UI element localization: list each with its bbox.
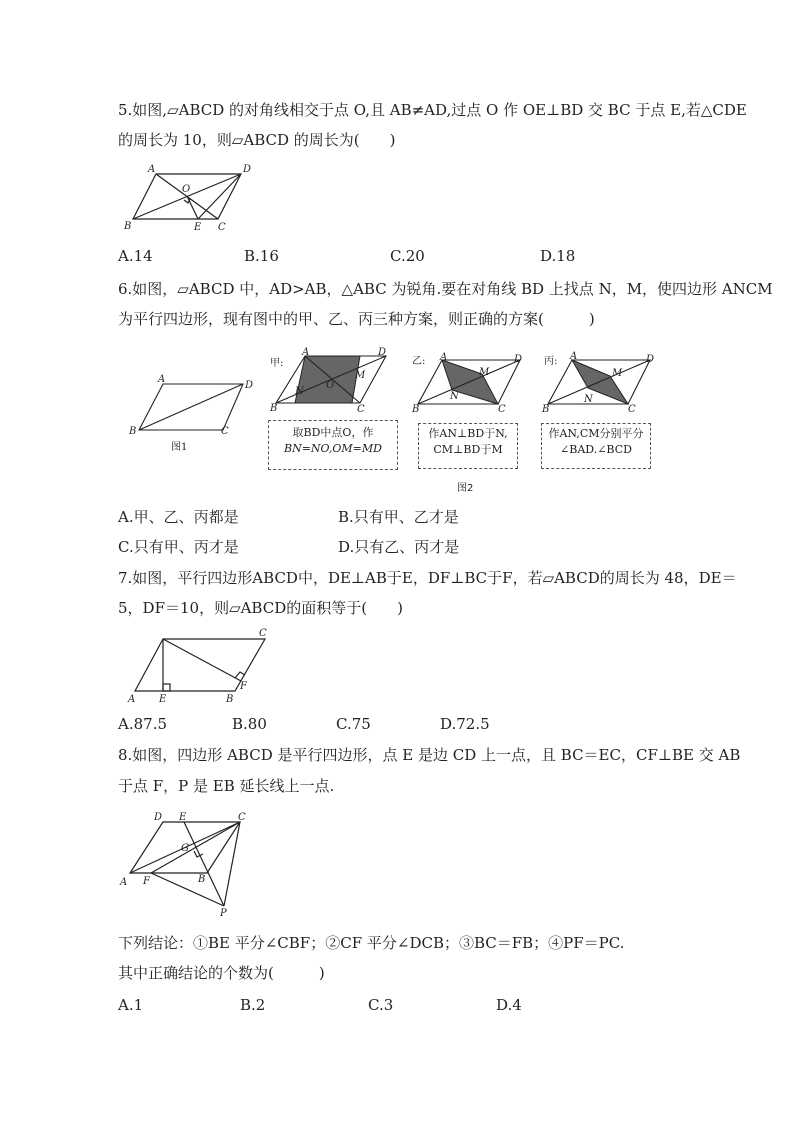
q6-option-b[interactable]: B.只有甲、乙才是 [338,508,459,526]
q6-jia-label-n: N [295,386,304,397]
q6-box2-line1: 作AN⊥BD于N, [428,427,508,440]
q7-label-e: E [159,694,167,705]
q6-fig1-label-c: C [221,426,229,437]
q6-bing-label-b: B [542,404,550,415]
q6-plan-yi-box [418,423,518,469]
q7-stem-line1: 7.如图，平行四边形ABCD中，DE⊥AB于E，DF⊥BC于F，若▱ABCD的周长为 48，DE＝ [118,569,737,587]
q8-label-c: C [238,812,246,823]
q5-label-a: A [148,164,156,175]
q6-plan-yi-name: 乙: [412,356,426,367]
q6-bing-label-c: C [628,404,636,415]
q8-conclusions: 下列结论：①BE 平分∠CBF；②CF 平分∠DCB；③BC＝FB；④PF＝PC. [118,934,625,952]
q5-option-a[interactable]: A.14 [118,247,153,265]
q7-label-c: C [259,628,267,639]
q6-figure-1 [125,372,255,462]
q6-jia-label-o: O [326,380,335,391]
q6-fig1-label-b: B [129,426,137,437]
q5-option-d[interactable]: D.18 [540,247,576,265]
q6-option-d[interactable]: D.只有乙、丙才是 [338,538,460,556]
q6-jia-label-d: D [378,347,387,358]
q6-bing-label-d: D [646,354,655,365]
q6-yi-label-m: M [479,367,490,378]
q6-plan-bing-box [541,423,651,469]
q6-yi-label-n: N [450,391,459,402]
q5-label-d: D [243,164,252,175]
q6-fig1-caption: 图1 [171,442,188,453]
q7-label-b: B [226,694,234,705]
q6-fig2-caption: 图2 [457,483,474,494]
q6-bing-label-n: N [584,394,593,405]
q8-label-e: E [179,812,187,823]
q5-label-o: O [182,184,191,195]
q8-figure [118,808,258,920]
q6-jia-label-c: C [357,404,365,415]
q8-label-f: F [143,876,150,887]
q6-box1-line1: 取BD中点O，作 [292,426,374,439]
q7-stem-line2: 5，DF＝10，则▱ABCD的面积等于( ) [118,599,403,617]
q8-label-d: D [154,812,163,823]
q6-stem-line2: 为平行四边形，现有图中的甲、乙、丙三种方案，则正确的方案( ) [118,310,595,328]
q7-option-b[interactable]: B.80 [232,715,267,733]
q5-option-b[interactable]: B.16 [244,247,279,265]
q8-stem-line2: 于点 F，P 是 EB 延长线上一点. [118,777,335,795]
q6-plan-jia-box [268,420,398,470]
q6-box2-line2: CM⊥BD于M [433,443,503,456]
q5-option-c[interactable]: C.20 [390,247,425,265]
q6-plan-yi-figure [410,350,532,414]
q5-stem-line1: 5.如图,▱ABCD 的对角线相交于点 O,且 AB≠AD,过点 O 作 OE⊥BD 交 BC 于点 E,若△CDE [118,101,747,119]
q6-jia-label-m: M [355,370,366,381]
q5-label-b: B [124,221,132,232]
q8-question: 其中正确结论的个数为( ) [118,964,325,982]
q6-yi-label-c: C [498,404,506,415]
q6-plan-bing-figure [540,350,662,414]
q6-box1-line2: BN=NO,OM=MD [283,442,382,455]
q8-option-b[interactable]: B.2 [240,996,266,1014]
q8-label-b: B [198,874,206,885]
q6-yi-label-d: D [514,354,523,365]
q6-box3-line2: ∠BAD.∠BCD [560,443,632,456]
q8-label-g: G [181,843,189,854]
q7-figure [125,625,285,707]
q6-bing-label-a: A [570,351,578,362]
q8-label-p: P [220,908,227,919]
q8-option-a[interactable]: A.1 [118,996,144,1014]
q5-label-e: E [194,222,202,233]
q6-option-c[interactable]: C.只有甲、丙才是 [118,538,239,556]
q5-label-c: C [218,222,226,233]
q6-fig1-label-a: A [158,374,166,385]
q7-label-a: A [128,694,136,705]
q8-option-d[interactable]: D.4 [496,996,522,1014]
q7-option-d[interactable]: D.72.5 [440,715,490,733]
q6-plan-bing-name: 丙: [544,356,558,367]
q8-option-c[interactable]: C.3 [368,996,394,1014]
q5-stem-line2: 的周长为 10，则▱ABCD 的周长为( ) [118,131,396,149]
q5-figure [118,162,258,234]
q8-stem-line1: 8.如图，四边形 ABCD 是平行四边形，点 E 是边 CD 上一点，且 BC＝EC，CF⊥BE 交 AB [118,746,741,764]
q7-option-c[interactable]: C.75 [336,715,371,733]
q7-label-f: F [240,681,247,692]
q6-plan-jia-figure [268,348,398,414]
q6-yi-label-a: A [440,352,448,363]
q6-fig1-label-d: D [245,380,254,391]
q6-jia-label-a: A [302,347,310,358]
q6-yi-label-b: B [412,404,420,415]
q6-jia-label-b: B [270,403,278,414]
q6-box3-line1: 作AN,CM分别平分 [548,427,644,440]
q8-label-a: A [120,877,128,888]
q6-option-a[interactable]: A.甲、乙、丙都是 [118,508,239,526]
q6-plan-jia-name: 甲: [270,358,284,369]
q7-option-a[interactable]: A.87.5 [118,715,167,733]
q6-stem-line1: 6.如图，▱ABCD 中，AD>AB，△ABC 为锐角.要在对角线 BD 上找点 N，M，使四边形 ANCM [118,280,773,298]
q6-bing-label-m: M [612,368,623,379]
